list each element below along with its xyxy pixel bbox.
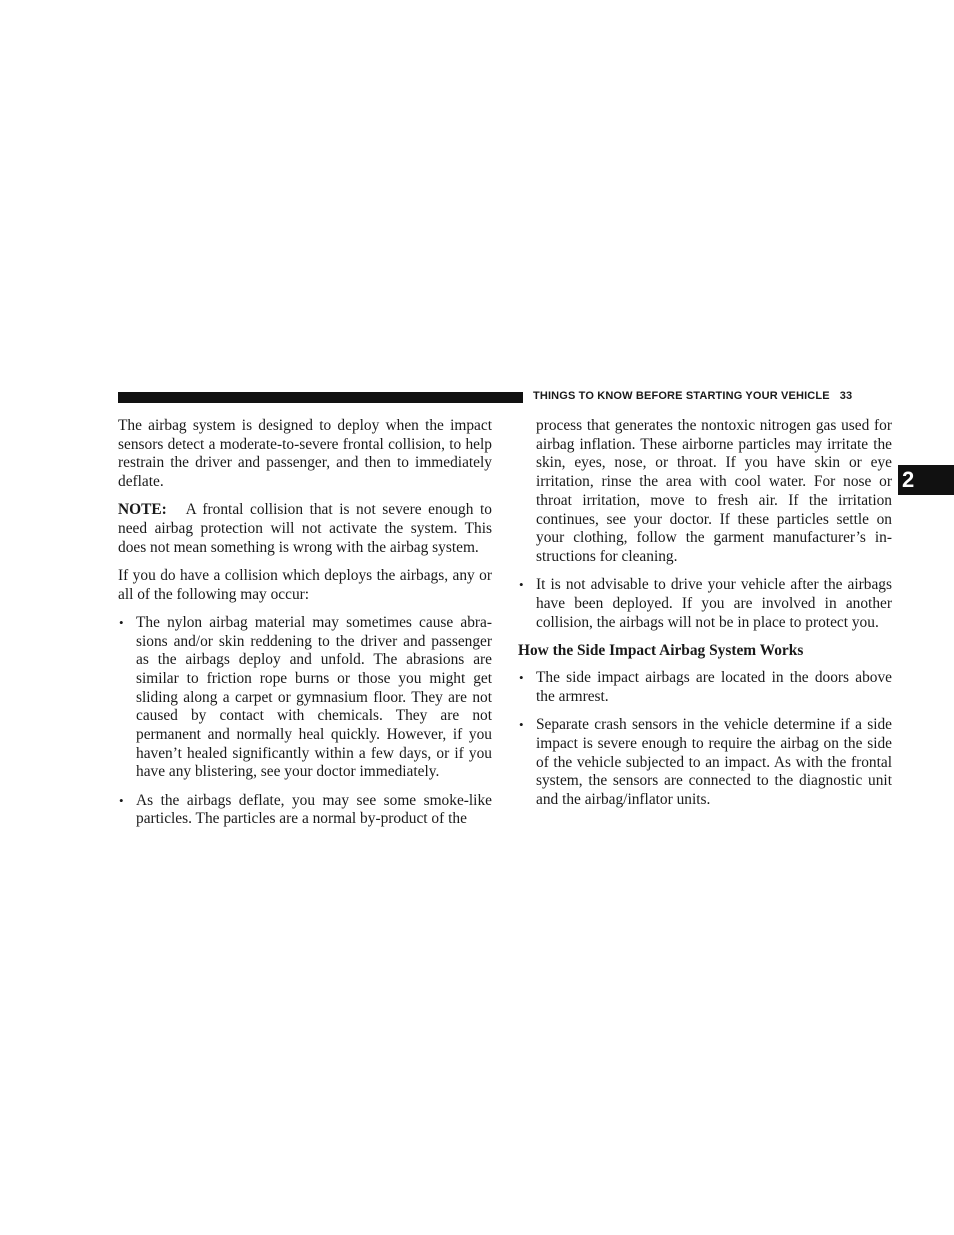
bullet-icon: •	[519, 670, 524, 686]
chapter-tab: 2	[898, 465, 954, 495]
list-item-text: Separate crash sensors in the vehicle determine if a side impact is severe enough to require the airbag on the side of the vehicle subjected to an impact. As with the frontal system, the sensors are connected to the diagnostic unit and the airbag/inflator units.	[536, 716, 892, 809]
note-paragraph	[118, 501, 492, 557]
advisory-list	[518, 576, 892, 632]
section-title: THINGS TO KNOW BEFORE STARTING YOUR VEHICLE	[533, 390, 830, 402]
running-header	[533, 390, 893, 406]
list-item	[118, 614, 492, 782]
header-rule	[118, 392, 523, 403]
section-heading: How the Side Impact Airbag System Works	[518, 641, 804, 659]
list-item-text: It is not advisable to drive your vehicle after the airbags have been deployed. If you are involved in another collision, the airbags will not be in place to protect you.	[536, 576, 892, 631]
bullet-icon: •	[519, 717, 524, 733]
bullet-icon: •	[119, 792, 124, 808]
bullet-icon: •	[119, 614, 124, 630]
list-item-text: As the airbags deflate, you may see some smoke-like particles. The particles are a normal by-product of the	[136, 791, 492, 828]
continuation-paragraph: process that generates the nontoxic nitrogen gas used for airbag inflation. These airborne particles may irritate the skin, eyes, nose, or throat. If you have skin or eye irritation, rinse the area with cool water. For nose or throat irritation, move to fresh air. If the irritation continues, see your doctor. If these particles settle on your clothing, follow the garment manufacturer’s instructions for cleaning.	[536, 417, 892, 565]
list-item	[518, 576, 892, 632]
bullet-icon: •	[519, 577, 524, 593]
list-item	[518, 669, 892, 706]
effects-list	[118, 614, 492, 829]
list-item	[118, 792, 492, 829]
left-column	[118, 417, 492, 839]
note-label: NOTE:	[118, 501, 167, 519]
right-column	[518, 417, 892, 819]
list-item-text: The side impact airbags are located in the doors above the armrest.	[536, 669, 892, 706]
collision-paragraph: If you do have a collision which deploys the airbags, any or all of the following may occur:	[118, 566, 492, 603]
page-number: 33	[839, 390, 853, 402]
note-text: A frontal collision that is not severe enough to need airbag protection will not activate the system. This does not mean something is wrong with the airbag system.	[118, 501, 492, 556]
list-item	[518, 716, 892, 810]
side-impact-list	[518, 669, 892, 809]
list-item-text: The nylon airbag material may sometimes cause abrasions and/or skin reddening to the driver and passenger as the airbags deploy and unfold. The abrasions are similar to friction rope burns or those you might get sliding along a carpet or gymnasium floor. They are not caused by contact with chemicals. They are not permanent and normally heal quickly. However, if you haven’t healed significantly within a few days, or if you have any blistering, see your doctor immediately.	[136, 613, 492, 781]
intro-paragraph: The airbag system is designed to deploy when the impact sensors detect a moderate-to-severe frontal collision, to help restrain the driver and passenger, and then to immediately deflate.	[118, 417, 492, 491]
